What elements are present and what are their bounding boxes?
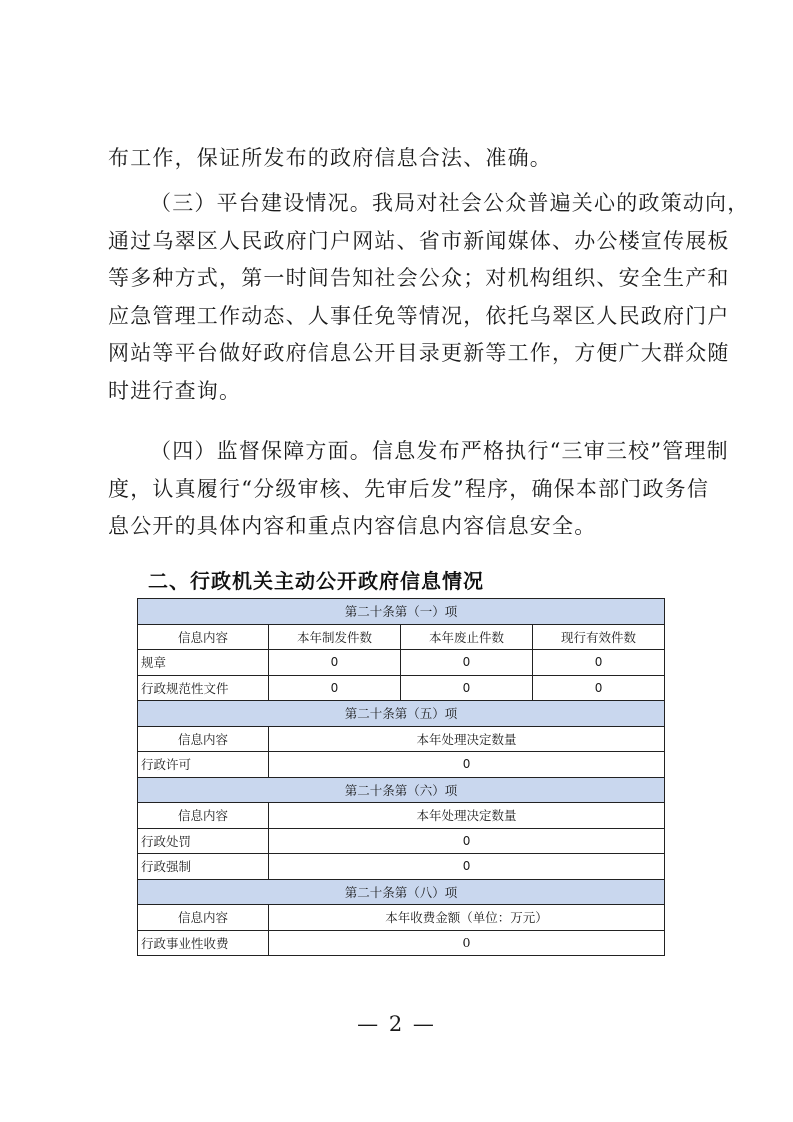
section-title: 二、行政机关主动公开政府信息情况 bbox=[148, 569, 484, 593]
page-number: — 2 — bbox=[357, 1012, 436, 1036]
section-header: 第二十条第（八）项 bbox=[138, 879, 665, 905]
table-row bbox=[138, 828, 665, 854]
column-header-row bbox=[138, 726, 665, 752]
table-cell: 0 bbox=[269, 854, 665, 880]
text-line: （三）平台建设情况。我局对社会公众普遍关心的政策动向， bbox=[150, 191, 750, 215]
table-row bbox=[138, 752, 665, 778]
table-row bbox=[138, 675, 665, 701]
table-cell: 0 bbox=[533, 675, 665, 701]
text-line: 布工作，保证所发布的政府信息合法、准确。 bbox=[108, 146, 552, 170]
text-line: 等多种方式，第一时间告知社会公众；对机构组织、安全生产和 bbox=[108, 266, 730, 290]
text-line: 时进行查询。 bbox=[108, 378, 242, 403]
disclosure-table bbox=[137, 598, 665, 956]
column-header: 信息内容 bbox=[138, 624, 269, 650]
section-header-row bbox=[138, 879, 665, 905]
column-header: 现行有效件数 bbox=[533, 624, 665, 650]
table-row bbox=[138, 930, 665, 956]
table-cell: 0 bbox=[269, 930, 665, 956]
row-label: 行政事业性收费 bbox=[138, 930, 269, 956]
paragraph-continuation bbox=[108, 140, 688, 178]
section-header-row bbox=[138, 701, 665, 727]
column-header: 信息内容 bbox=[138, 803, 269, 829]
row-label: 行政处罚 bbox=[138, 828, 269, 854]
column-header: 信息内容 bbox=[138, 726, 269, 752]
text-line: 度，认真履行“分级审核、先审后发”程序，确保本部门政务信 bbox=[108, 476, 710, 501]
table-cell: 0 bbox=[269, 675, 401, 701]
column-header-row bbox=[138, 905, 665, 931]
section-header: 第二十条第（六）项 bbox=[138, 777, 665, 803]
column-header: 本年处理决定数量 bbox=[269, 803, 665, 829]
text-line: 通过乌翠区人民政府门户网站、省市新闻媒体、办公楼宣传展板 bbox=[108, 228, 730, 253]
table-cell: 0 bbox=[533, 650, 665, 676]
column-header-row bbox=[138, 803, 665, 829]
column-header-row bbox=[138, 624, 665, 650]
table-cell: 0 bbox=[401, 675, 533, 701]
row-label: 规章 bbox=[138, 650, 269, 676]
table-cell: 0 bbox=[269, 828, 665, 854]
paragraph-platform-construction bbox=[108, 185, 750, 410]
column-header: 信息内容 bbox=[138, 905, 269, 931]
text-line: 息公开的具体内容和重点内容信息内容信息安全。 bbox=[108, 514, 597, 538]
table-cell: 0 bbox=[269, 752, 665, 778]
column-header: 本年废止件数 bbox=[401, 624, 533, 650]
text-line: 应急管理工作动态、人事任免等情况，依托乌翠区人民政府门户 bbox=[108, 303, 730, 328]
column-header: 本年收费金额（单位：万元） bbox=[269, 905, 665, 931]
text-line: （四）监督保障方面。信息发布严格执行“三审三校”管理制 bbox=[150, 439, 729, 463]
paragraph-supervision bbox=[108, 433, 729, 546]
row-label: 行政规范性文件 bbox=[138, 675, 269, 701]
row-label: 行政许可 bbox=[138, 752, 269, 778]
column-header: 本年处理决定数量 bbox=[269, 726, 665, 752]
section-header: 第二十条第（五）项 bbox=[138, 701, 665, 727]
row-label: 行政强制 bbox=[138, 854, 269, 880]
table-cell: 0 bbox=[401, 650, 533, 676]
section-header: 第二十条第（一）项 bbox=[138, 599, 665, 625]
text-line: 网站等平台做好政府信息公开目录更新等工作，方便广大群众随 bbox=[108, 341, 730, 365]
table-cell: 0 bbox=[269, 650, 401, 676]
column-header: 本年制发件数 bbox=[269, 624, 401, 650]
section-header-row bbox=[138, 599, 665, 625]
table-row bbox=[138, 650, 665, 676]
table-row bbox=[138, 854, 665, 880]
section-header-row bbox=[138, 777, 665, 803]
